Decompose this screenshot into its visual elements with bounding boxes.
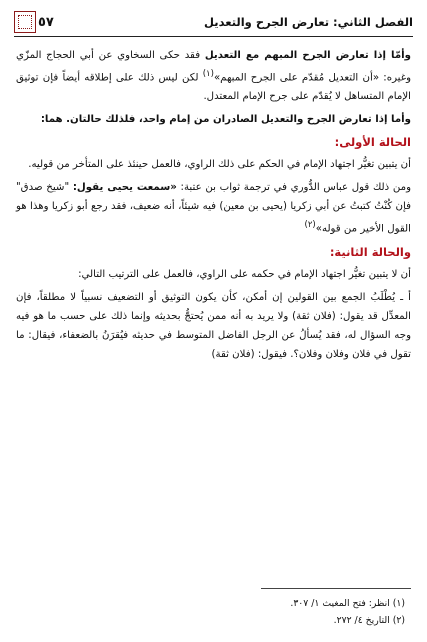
paragraph-6: أ ـ يُطْلَبُ الجمع بين القولين إن أمكن، كأن يكون التوثيق أو التضعيف نسبياً لا مطلقاً، فإن المعدِّل قد يقول: (فلان ثقة) ولا يريد به أنه ممن يُحتجُّ بحديثه وإنما ذلك على حسب ما هو فيه وجه السؤال له، فقد يُسألُ عن الرجل الفاضل المتوسط في حديثه فيُقرَنُ بالضعفاء، فيقال: ما تقول في فلان وفلان وفلان؟. فيقول: (فلان ثقة) xyxy=(16,291,411,360)
page-number-box xyxy=(14,11,54,33)
footnote-rule xyxy=(261,588,411,589)
p1-bold: وأمّا إذا تعارض الجرح المبهم مع التعديل xyxy=(204,50,411,61)
chapter-title: الفصل الثاني: تعارض الجرح والتعديل xyxy=(204,15,413,29)
p4-c: "شيخ صدق" فإن كُنْتُ كتبتُ عن أبي زكريا (يحيى بن معين) فيه شيئاً، أنه ضعيف، فقد رجع أبو زكريا وهذا هو القول الأخير من قوله» xyxy=(16,182,411,235)
paragraph-4 xyxy=(16,178,411,238)
paragraph-2: وأما إذا تعارض الجرح والتعديل الصادران من إمام واحد، فلذلك حالتان. هما: xyxy=(40,114,411,126)
footnotes xyxy=(16,595,405,629)
ornament-icon xyxy=(14,11,36,33)
paragraph-1 xyxy=(16,46,411,106)
heading-case-1: الحالة الأولى: xyxy=(334,135,411,150)
main-text xyxy=(16,46,411,368)
running-header xyxy=(14,8,413,36)
footnote-1: (١) انظر: فتح المغيث ١/ ٣٠٧. xyxy=(290,598,405,609)
footnote-ref-2: (٢) xyxy=(304,220,316,231)
heading-case-2: والحالة الثانية: xyxy=(329,244,411,259)
page-number: ٥٧ xyxy=(38,14,54,30)
p4-a: ومن ذلك قول عباس الدُّوري في ترجمة ثواب بن عتبة: xyxy=(176,182,412,194)
header-rule xyxy=(14,36,413,37)
p1-tail: لكن ليس ذلك على إطلاقه أيضاً فإن توثيق الإمام المتساهل لا يُقدّم على جرح الإمام المعتدل. xyxy=(16,72,411,103)
footnote-ref-1: (١) xyxy=(202,69,214,79)
footnote-2: (٢) التاريخ ٤/ ٢٧٢. xyxy=(333,615,405,626)
paragraph-5: أن لا يتبين تغيُّر اجتهاد الإمام في حكمه على الراوي، فالعمل على الترتيب التالي: xyxy=(78,268,411,280)
p1-rest: فقد حكى السخاوي عن أبي الحجاج المزّي وغيره: «أن التعديل مُقدّم على الجرح المبهم» xyxy=(16,50,412,84)
paragraph-3: أن يتبين تغيُّر اجتهاد الإمام في الحكم على ذلك الراوي، فالعمل حينئذ على المتأخر من قوليه. xyxy=(28,159,411,171)
p4-quote: «سمعت يحيى يقول: xyxy=(72,182,177,194)
